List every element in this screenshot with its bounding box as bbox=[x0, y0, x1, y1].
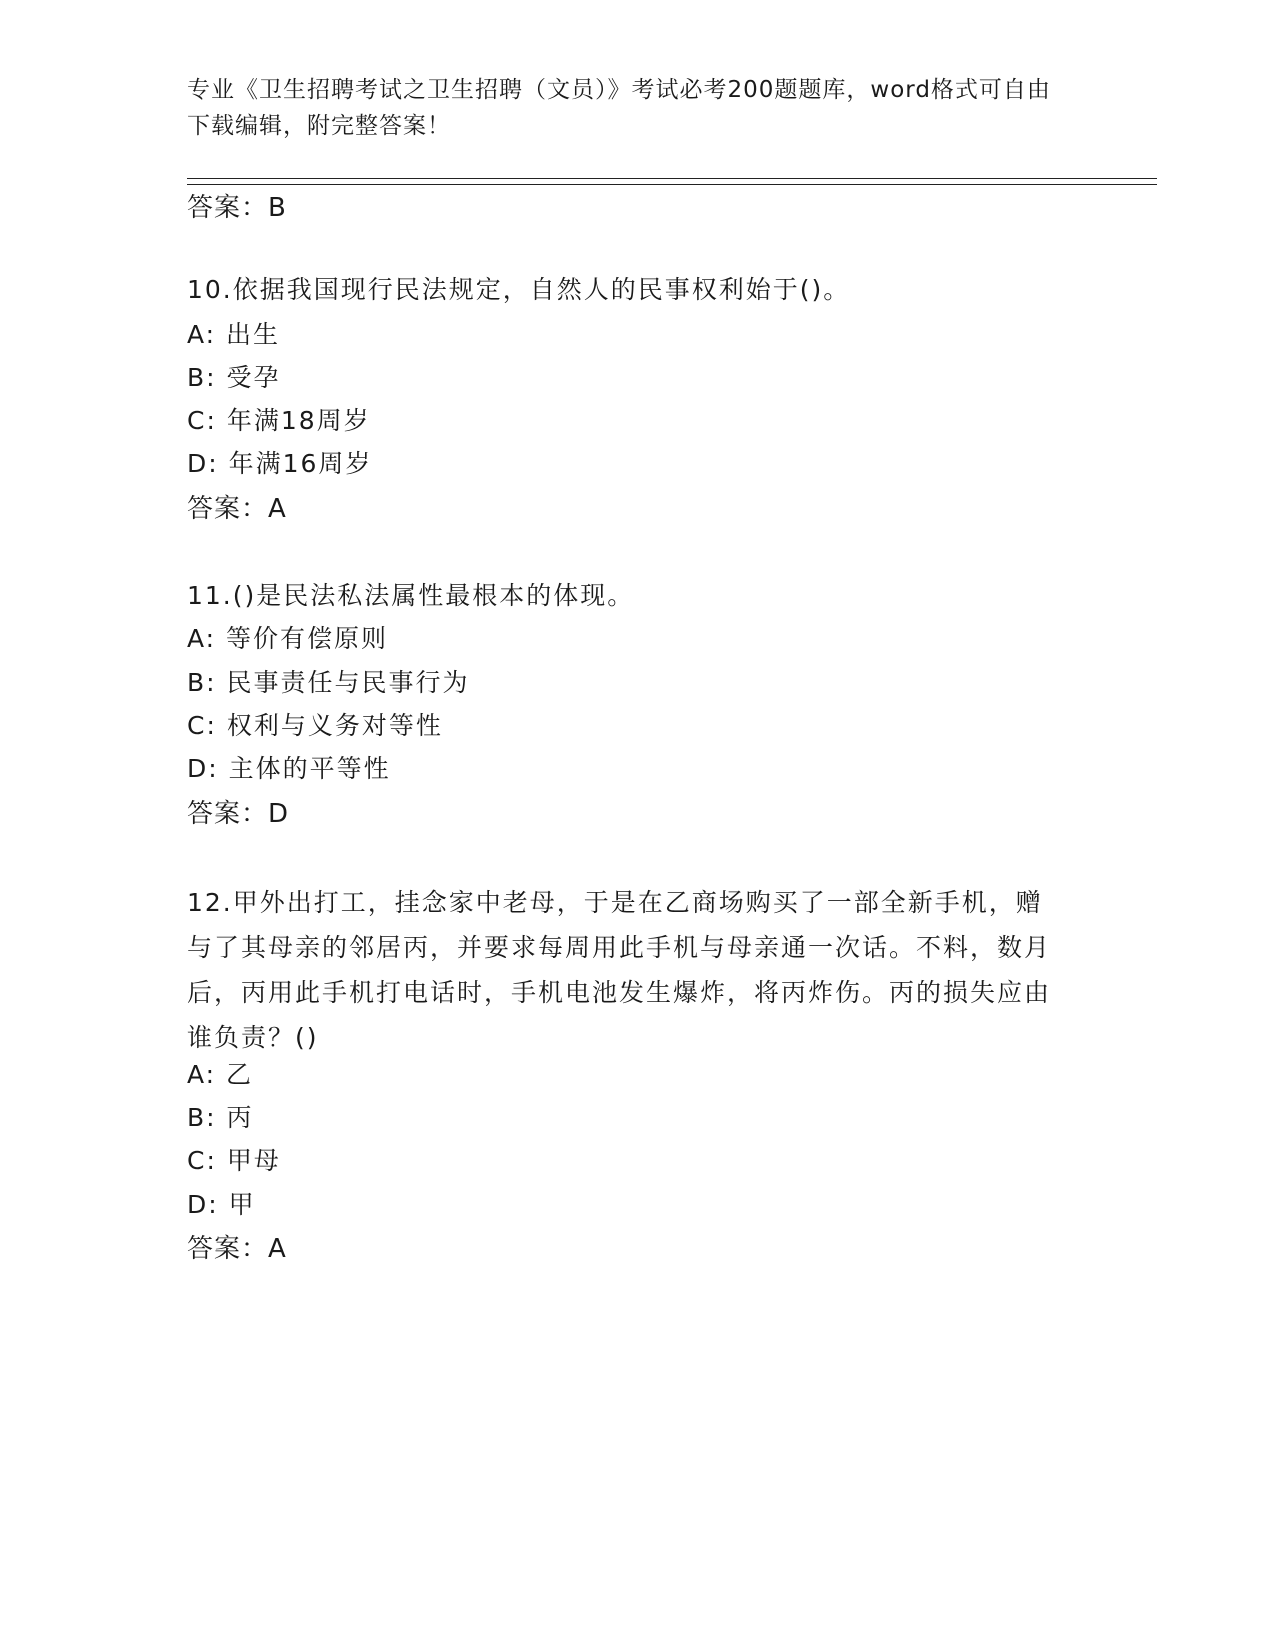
option-c: C: 权利与义务对等性 bbox=[187, 711, 443, 740]
question-stem: 12.甲外出打工，挂念家中老母，于是在乙商场购买了一部全新手机，赠与了其母亲的邻居丙，并要求每周用此手机与母亲通一次话。不料，数月后，丙用此手机打电话时，手机电池发生爆炸，将丙炸伤。丙的损失应由谁负责？() bbox=[187, 888, 1052, 1052]
answer-line: 答案：D bbox=[187, 799, 290, 829]
header-rule-top bbox=[187, 178, 1157, 179]
header-rule-bottom bbox=[187, 184, 1157, 185]
option-d: D: 年满16周岁 bbox=[187, 449, 373, 478]
option-d: D: 主体的平等性 bbox=[187, 754, 391, 783]
question-stem: 10.依据我国现行民法规定，自然人的民事权利始于()。 bbox=[187, 275, 851, 304]
option-a: A: 乙 bbox=[187, 1060, 254, 1089]
answer-line: 答案：B bbox=[187, 193, 287, 223]
option-b: B: 民事责任与民事行为 bbox=[187, 668, 470, 697]
option-b: B: 受孕 bbox=[187, 363, 281, 392]
option-c: C: 甲母 bbox=[187, 1146, 281, 1175]
answer-line: 答案：A bbox=[187, 494, 287, 524]
option-c: C: 年满18周岁 bbox=[187, 406, 371, 435]
option-b: B: 丙 bbox=[187, 1103, 254, 1132]
option-a: A: 出生 bbox=[187, 320, 281, 349]
question-stem: 11.()是民法私法属性最根本的体现。 bbox=[187, 581, 635, 610]
document-header: 专业《卫生招聘考试之卫生招聘（文员）》考试必考200题题库，word格式可自由下载编辑，附完整答案！ bbox=[187, 77, 1051, 139]
option-a: A: 等价有偿原则 bbox=[187, 624, 389, 653]
answer-line: 答案：A bbox=[187, 1234, 287, 1264]
option-d: D: 甲 bbox=[187, 1190, 256, 1219]
